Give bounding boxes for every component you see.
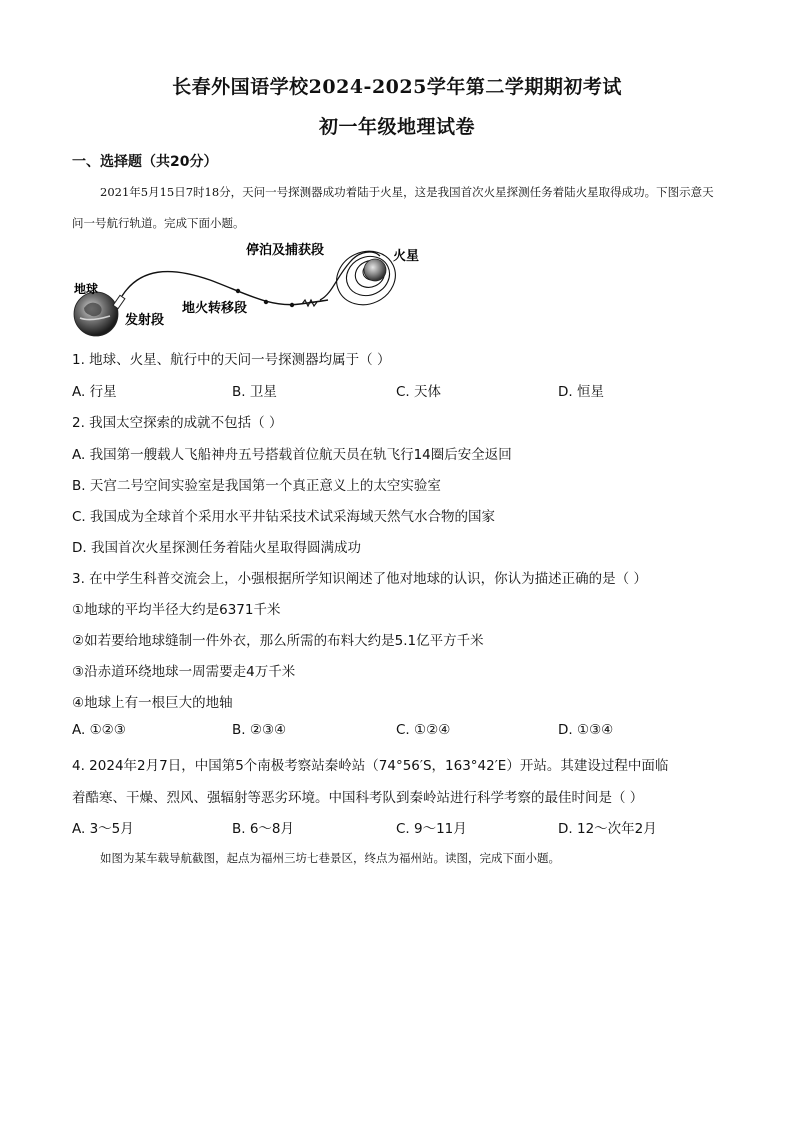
question-2-option-d[interactable]: D. 我国首次火星探测任务着陆火星取得圆满成功 [72, 540, 361, 556]
trajectory-diagram [70, 238, 450, 338]
question-2-option-c[interactable]: C. 我国成为全球首个采用水平井钻采技术试采海域天然气水合物的国家 [72, 509, 496, 525]
option-a[interactable]: A. 行星 [72, 384, 117, 400]
question-3-statement-2: ②如若要给地球缝制一件外衣，那么所需的布料大约是5.1亿平方千米 [72, 633, 484, 649]
option-d[interactable]: D. ①③④ [558, 722, 614, 738]
option-b[interactable]: B. 6～8月 [232, 821, 295, 837]
trajectory-dot [290, 303, 294, 307]
option-c[interactable]: C. 9～11月 [396, 821, 467, 837]
question-3-statement-1: ①地球的平均半径大约是6371千米 [72, 602, 281, 618]
rocket-icon [113, 295, 125, 308]
question-4-options [72, 817, 732, 837]
exam-title: 长春外国语学校2024-2025学年第二学期期初考试 [172, 76, 622, 98]
label-launch: 发射段 [125, 313, 165, 328]
label-earth: 地球 [74, 282, 99, 296]
question-2-stem: 2. 我国太空探索的成就不包括（ ） [72, 415, 283, 431]
question-4-stem-line1: 4. 2024年2月7日，中国第5个南极考察站秦岭站（74°56′S，163°42′E）开站。其建设过程中面临 [72, 758, 669, 774]
question-1-options [72, 380, 732, 400]
trajectory-dot [236, 289, 240, 293]
trajectory-dot [264, 300, 268, 304]
question-3-statement-4: ④地球上有一根巨大的地轴 [72, 695, 233, 711]
question-3-statement-3: ③沿赤道环绕地球一周需要走4万千米 [72, 664, 296, 680]
exam-subtitle: 初一年级地理试卷 [318, 116, 475, 138]
question-3-options [72, 722, 732, 742]
option-d[interactable]: D. 恒星 [558, 384, 604, 400]
question-group-intro-2: 如图为某车载导航截图，起点为福州三坊七巷景区，终点为福州站。读图，完成下面小题。 [100, 851, 560, 865]
mars-globe [364, 259, 386, 281]
option-b[interactable]: B. ②③④ [232, 722, 287, 738]
question-3-stem: 3. 在中学生科普交流会上，小强根据所学知识阐述了他对地球的认识，你认为描述正确的是（ ） [72, 571, 647, 587]
option-d[interactable]: D. 12～次年2月 [558, 821, 657, 837]
transfer-orbit-path [122, 272, 328, 305]
option-a[interactable]: A. 3～5月 [72, 821, 134, 837]
question-2-option-b[interactable]: B. 天宫二号空间实验室是我国第一个真正意义上的太空实验室 [72, 478, 441, 494]
option-c[interactable]: C. 天体 [396, 384, 442, 400]
question-1-stem: 1. 地球、火星、航行中的天问一号探测器均属于（ ） [72, 352, 391, 368]
question-4-stem-line2: 着酷寒、干燥、烈风、强辐射等恶劣环境。中国科考队到秦岭站进行科学考察的最佳时间是（ ） [72, 790, 644, 806]
question-group-intro: 2021年5月15日7时18分，天问一号探测器成功着陆于火星，这是我国首次火星探测任务着陆火星取得成功。下图示意天问一号航行轨道。完成下面小题。 [72, 185, 714, 230]
section-heading: 一、选择题（共20分） [72, 154, 218, 170]
option-a[interactable]: A. ①②③ [72, 722, 126, 738]
label-transfer: 地火转移段 [182, 301, 248, 316]
option-c[interactable]: C. ①②④ [396, 722, 451, 738]
option-b[interactable]: B. 卫星 [232, 384, 277, 400]
question-2-option-a[interactable]: A. 我国第一艘载人飞船神舟五号搭载首位航天员在轨飞行14圈后安全返回 [72, 447, 512, 463]
label-mars: 火星 [393, 249, 420, 264]
label-parking: 停泊及捕获段 [246, 243, 325, 258]
